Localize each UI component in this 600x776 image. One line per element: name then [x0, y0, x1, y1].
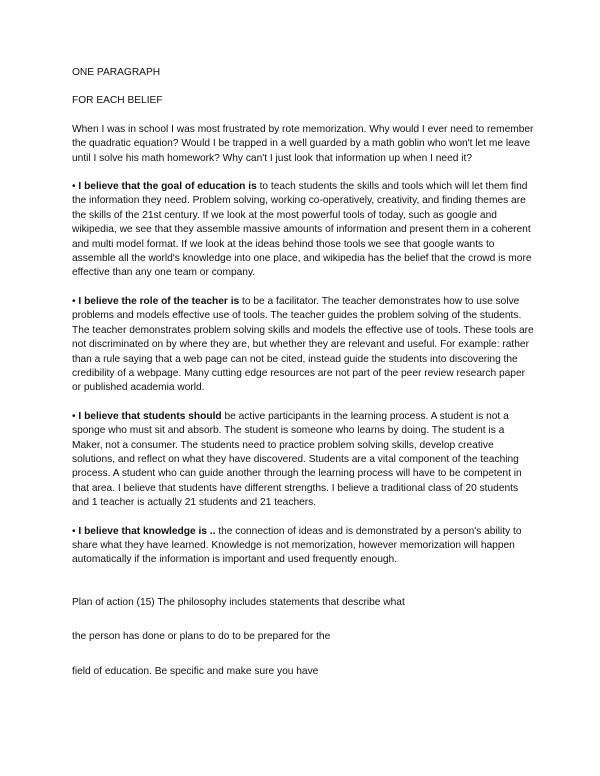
belief-lead: I believe the role of the teacher is — [78, 295, 240, 307]
belief-goal-of-education — [72, 180, 534, 281]
bullet-icon: • — [72, 525, 76, 537]
heading-for-each-belief: FOR EACH BELIEF — [72, 95, 163, 107]
belief-knowledge-is — [72, 525, 534, 568]
belief-students-should — [72, 410, 534, 511]
belief-body: to be a facilitator. The teacher demonstrates how to use solve problems and models effective use of tools. The teacher guides the problem solving of the students. The teacher demonstrates problem solving skills and models the effective use of tools. These tools are not discriminated on by where they are, but whether they are relevant and useful. For example: rather than a rule saying that a web page can not be cited, instead guide the students into discovering the credibility of a webpage. Many cutting edge resources are not part of the peer review research paper or published academia world. — [72, 295, 534, 394]
intro-paragraph: When I was in school I was most frustrated by rote memorization. Why would I ever need to remember the quadratic equation? Would I be trapped in a well guarded by a math goblin who won't let me leave until I solve his math homework? Why can't I just look that information up when I need it? — [72, 123, 534, 164]
plan-line: the person has done or plans to do to be prepared for the — [72, 631, 331, 643]
bullet-icon: • — [72, 181, 76, 193]
belief-role-of-teacher — [72, 295, 534, 396]
document-page — [72, 66, 534, 699]
belief-body: to teach students the skills and tools which will let them find the information they need. Problem solving, working co-operatively, creativity, and finding themes are the skills of the 21st century. If we look at the most powerful tools of today, such as google and wikipedia, we see that they assemble massive amounts of information and present them in a coherent and multi model format. If we look at the ideas behind those tools we see that google wants to assemble all the world's knowledge into one place, and wikipedia has the belief that the crowd is more effective than any one team or company. — [72, 181, 532, 279]
spacer — [72, 582, 534, 596]
belief-body: the connection of ideas and is demonstrated by a person's ability to share what they have learned. Knowledge is not memorization, however memorization will happen automatically if the information is important and used frequently enough. — [72, 525, 522, 566]
plan-line: field of education. Be specific and make sure you have — [72, 665, 319, 677]
belief-lead: I believe that students should — [78, 410, 222, 422]
plan-line: Plan of action (15) The philosophy includes statements that describe what — [72, 596, 405, 608]
belief-lead: I believe that the goal of education is — [78, 181, 257, 193]
belief-lead: I believe that knowledge is .. — [78, 525, 216, 537]
bullet-icon: • — [72, 410, 76, 422]
heading-one-paragraph: ONE PARAGRAPH — [72, 67, 161, 78]
belief-body: be active participants in the learning process. A student is not a sponge who must sit and absorb. The student is someone who learns by doing. The student is a Maker, not a consumer. The students need to practice problem solving skills, develop creative solutions, and reflect on what they have discovered. Students are a vital component of the teaching process. A student who can guide another through the learning process will have to be competent in that area. I believe that students have different strengths. I believe a traditional class of 20 students and 1 teacher is actually 21 students and 21 teachers. — [72, 410, 522, 509]
bullet-icon: • — [72, 295, 76, 307]
